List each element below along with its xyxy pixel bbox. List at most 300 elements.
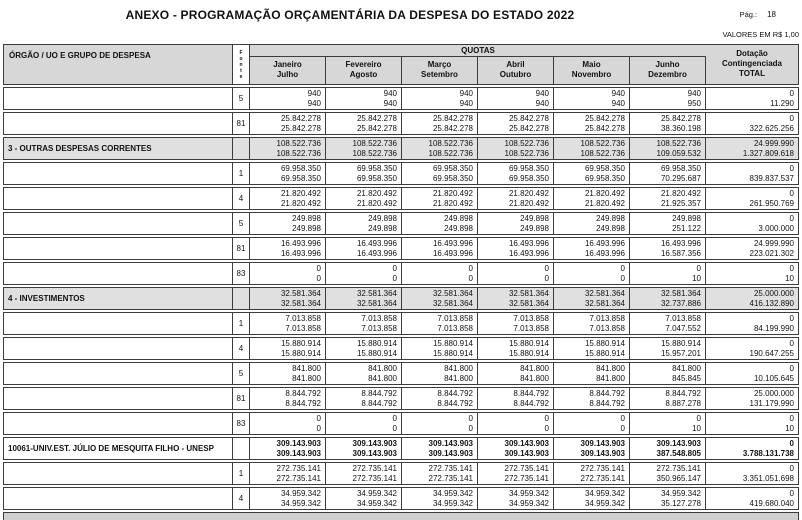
quota-value: 7.013.858	[437, 314, 473, 323]
quota-month-cell	[402, 388, 478, 409]
quota-value: 38.360.198	[660, 123, 701, 133]
page-title: ANEXO - PROGRAMAÇÃO ORÇAMENTÁRIA DA DESPESA DO ESTADO 2022	[125, 8, 575, 22]
quota-value: 0	[468, 264, 473, 273]
quota-month-cell	[402, 163, 478, 184]
quota-value: 16.493.996	[280, 239, 321, 248]
quota-month-cell	[478, 338, 554, 359]
quota-month-cell	[554, 413, 630, 434]
quota-value: 309.143.903	[428, 439, 473, 448]
quota-value: 69.958.350	[584, 173, 625, 183]
quota-month-cell	[250, 263, 326, 284]
quota-value: 16.493.996	[584, 239, 625, 248]
next-row-cutoff	[3, 512, 799, 520]
quota-value: 32.581.364	[508, 298, 549, 308]
fonte-code-cell: 83	[233, 413, 250, 434]
quota-month-cell	[478, 463, 554, 484]
quota-value: 69.958.350	[356, 173, 397, 183]
quota-value: 8.844.792	[589, 389, 625, 398]
orgao-label-cell	[4, 388, 233, 409]
quota-value: 25.842.278	[280, 123, 321, 133]
quota-value: 25.842.278	[432, 123, 473, 133]
quota-value: 69.958.350	[280, 164, 321, 173]
quota-value: 21.820.492	[432, 198, 473, 208]
fonte-row	[3, 362, 799, 385]
quota-month-cell	[326, 438, 402, 459]
fonte-code-cell: 1	[233, 313, 250, 334]
quota-value: 8.844.792	[513, 389, 549, 398]
quota-month-cell	[326, 313, 402, 334]
quota-value: 21.820.492	[660, 189, 701, 198]
quota-value: 0	[789, 339, 794, 348]
dotacao-total-cell	[706, 388, 798, 409]
quota-month-cell	[326, 138, 402, 159]
quota-value: 34.959.342	[280, 498, 321, 508]
quota-month-cell	[402, 413, 478, 434]
quota-month-cell	[326, 463, 402, 484]
quota-value: 272.735.141	[352, 473, 397, 483]
fonte-row	[3, 162, 799, 185]
quota-value: 131.179.990	[749, 398, 794, 408]
quota-value: 25.000.000	[753, 289, 794, 298]
quota-value: 16.493.996	[432, 248, 473, 258]
quota-value: 16.493.996	[356, 248, 397, 258]
quota-month-cell	[478, 213, 554, 234]
quota-value: 21.820.492	[356, 189, 397, 198]
quota-month-cell	[630, 288, 706, 309]
quotas-header-group	[250, 45, 706, 84]
quota-value: 940	[307, 89, 321, 98]
quota-value: 940	[611, 89, 625, 98]
quota-value: 8.844.792	[361, 398, 397, 408]
page-number-value: 18	[767, 10, 776, 19]
quota-value: 15.957.201	[660, 348, 701, 358]
quota-month-cell	[630, 213, 706, 234]
quota-value: 69.958.350	[280, 173, 321, 183]
quota-value: 309.143.903	[580, 448, 625, 458]
quota-value: 0	[620, 273, 625, 283]
quota-month-cell	[478, 488, 554, 509]
quota-month-cell	[250, 138, 326, 159]
quota-value: 7.013.858	[589, 323, 625, 333]
quota-month-cell	[402, 288, 478, 309]
quota-month-cell	[554, 338, 630, 359]
month-header-mai-nov: Maio Novembro	[554, 57, 630, 84]
quota-value: 8.844.792	[589, 398, 625, 408]
orgao-label-cell: 3 - OUTRAS DESPESAS CORRENTES	[4, 138, 233, 159]
quota-month-cell	[630, 413, 706, 434]
quota-value: 272.735.141	[504, 473, 549, 483]
quota-value: 34.959.342	[432, 489, 473, 498]
quota-month-cell	[554, 188, 630, 209]
quota-month-cell	[478, 263, 554, 284]
quota-month-cell	[250, 488, 326, 509]
quota-value: 25.842.278	[432, 114, 473, 123]
quota-value: 7.013.858	[285, 314, 321, 323]
quota-month-cell	[478, 388, 554, 409]
quota-month-cell	[326, 88, 402, 109]
quota-value: 0	[789, 189, 794, 198]
quota-month-cell	[402, 338, 478, 359]
quota-value: 309.143.903	[428, 448, 473, 458]
month-header-fev-ago: Fevereiro Agosto	[326, 57, 402, 84]
quota-value: 32.581.364	[432, 289, 473, 298]
fonte-code-cell: 4	[233, 338, 250, 359]
quota-value: 950	[687, 98, 701, 108]
quota-month-cell	[250, 388, 326, 409]
month-header-jan-jul: Janeiro Julho	[250, 57, 326, 84]
quota-value: 249.898	[444, 214, 473, 223]
page-number-label: Pág.:	[739, 10, 758, 19]
quota-value: 10	[692, 273, 701, 283]
month-header-jun-dez: Junho Dezembro	[630, 57, 706, 84]
quota-value: 841.800	[444, 373, 473, 383]
quota-month-cell	[326, 388, 402, 409]
quota-month-cell	[402, 238, 478, 259]
quota-month-cell	[554, 388, 630, 409]
dotacao-total-cell	[706, 338, 798, 359]
quota-month-cell	[478, 88, 554, 109]
fonte-code-cell: 81	[233, 238, 250, 259]
quota-month-cell	[478, 413, 554, 434]
orgao-label-cell	[4, 488, 233, 509]
fonte-header-letter: o	[239, 55, 243, 62]
quota-month-cell	[250, 213, 326, 234]
quota-value: 0	[544, 273, 549, 283]
quota-value: 69.958.350	[660, 164, 701, 173]
dotacao-total-cell	[706, 238, 798, 259]
quota-value: 35.127.278	[660, 498, 701, 508]
quota-value: 249.898	[292, 214, 321, 223]
quota-value: 0	[316, 423, 321, 433]
quota-value: 940	[459, 89, 473, 98]
quota-value: 70.295.687	[660, 173, 701, 183]
quota-value: 25.842.278	[356, 114, 397, 123]
fonte-row	[3, 212, 799, 235]
quota-value: 309.143.903	[352, 448, 397, 458]
quota-month-cell	[478, 288, 554, 309]
quota-value: 309.143.903	[276, 448, 321, 458]
quota-month-cell	[402, 463, 478, 484]
orgao-label-cell	[4, 88, 233, 109]
quota-value: 108.522.736	[428, 148, 473, 158]
orgao-label-cell	[4, 363, 233, 384]
quota-value: 7.013.858	[285, 323, 321, 333]
quota-value: 249.898	[672, 214, 701, 223]
quota-month-cell	[554, 463, 630, 484]
budget-table	[3, 44, 799, 520]
quota-value: 109.059.532	[656, 148, 701, 158]
quota-value: 34.959.342	[584, 489, 625, 498]
quota-value: 32.581.364	[660, 289, 701, 298]
fonte-code-cell	[233, 138, 250, 159]
fonte-code-cell: 4	[233, 188, 250, 209]
quota-value: 8.844.792	[361, 389, 397, 398]
quota-value: 24.999.990	[753, 239, 794, 248]
quotas-header: QUOTAS	[250, 45, 706, 57]
quota-value: 350.965.147	[656, 473, 701, 483]
quota-value: 272.735.141	[428, 473, 473, 483]
orgao-label-cell	[4, 188, 233, 209]
quota-value: 940	[535, 89, 549, 98]
quota-value: 34.959.342	[508, 489, 549, 498]
quota-value: 108.522.736	[428, 139, 473, 148]
fonte-code-cell: 1	[233, 463, 250, 484]
fonte-header-letter: e	[239, 73, 243, 80]
quota-value: 34.959.342	[280, 489, 321, 498]
dotacao-total-cell	[706, 113, 798, 134]
quota-month-cell	[630, 488, 706, 509]
quota-month-cell	[402, 438, 478, 459]
fonte-row	[3, 187, 799, 210]
quota-value: 69.958.350	[356, 164, 397, 173]
fonte-code-cell	[233, 438, 250, 459]
quota-value: 249.898	[596, 223, 625, 233]
quota-value: 0	[620, 414, 625, 423]
quota-month-cell	[250, 463, 326, 484]
quota-value: 108.522.736	[276, 148, 321, 158]
quota-value: 272.735.141	[352, 464, 397, 473]
quota-month-cell	[554, 363, 630, 384]
quota-value: 249.898	[520, 223, 549, 233]
quota-value: 32.581.364	[584, 298, 625, 308]
quota-value: 0	[789, 314, 794, 323]
quota-value: 309.143.903	[580, 439, 625, 448]
quota-value: 32.581.364	[280, 298, 321, 308]
quota-month-cell	[554, 263, 630, 284]
quota-value: 841.800	[520, 364, 549, 373]
quota-value: 940	[383, 89, 397, 98]
quota-month-cell	[554, 138, 630, 159]
quota-value: 8.844.792	[513, 398, 549, 408]
quota-value: 841.800	[520, 373, 549, 383]
quota-value: 34.959.342	[584, 498, 625, 508]
quota-value: 10.105.645	[753, 373, 794, 383]
fonte-row	[3, 387, 799, 410]
dotacao-total-cell	[706, 88, 798, 109]
quota-value: 0	[392, 423, 397, 433]
quota-month-cell	[326, 413, 402, 434]
quota-month-cell	[326, 363, 402, 384]
quota-value: 7.013.858	[361, 314, 397, 323]
quota-value: 272.735.141	[656, 464, 701, 473]
quota-value: 108.522.736	[352, 148, 397, 158]
orgao-label-cell	[4, 163, 233, 184]
quota-value: 223.021.302	[749, 248, 794, 258]
quota-value: 0	[789, 489, 794, 498]
quota-value: 7.047.552	[665, 323, 701, 333]
quota-month-cell	[402, 263, 478, 284]
dotacao-total-cell	[706, 188, 798, 209]
quota-value: 15.880.914	[508, 348, 549, 358]
quota-value: 249.898	[368, 223, 397, 233]
quota-value: 0	[316, 273, 321, 283]
quota-value: 3.788.131.738	[742, 448, 794, 458]
quota-month-cell	[630, 113, 706, 134]
fonte-code-cell: 4	[233, 488, 250, 509]
quota-value: 249.898	[292, 223, 321, 233]
quota-value: 108.522.736	[580, 148, 625, 158]
quota-value: 25.842.278	[584, 114, 625, 123]
quota-value: 21.820.492	[356, 198, 397, 208]
quota-value: 272.735.141	[580, 464, 625, 473]
quota-month-cell	[630, 88, 706, 109]
quota-month-cell	[630, 463, 706, 484]
quota-value: 940	[535, 98, 549, 108]
quota-value: 841.800	[292, 364, 321, 373]
orgao-label-cell	[4, 313, 233, 334]
quota-value: 7.013.858	[361, 323, 397, 333]
quota-value: 11.290	[770, 98, 794, 108]
quota-value: 16.493.996	[508, 248, 549, 258]
quota-value: 32.581.364	[280, 289, 321, 298]
quota-value: 84.199.990	[753, 323, 794, 333]
quota-value: 0	[468, 414, 473, 423]
quota-value: 34.959.342	[660, 489, 701, 498]
quota-value: 272.735.141	[580, 473, 625, 483]
quota-value: 322.625.256	[749, 123, 794, 133]
fonte-code-cell: 5	[233, 213, 250, 234]
quota-month-cell	[402, 313, 478, 334]
quota-value: 16.493.996	[508, 239, 549, 248]
dotacao-total-cell	[706, 288, 798, 309]
fonte-row	[3, 312, 799, 335]
fonte-row	[3, 462, 799, 485]
quota-value: 261.950.769	[749, 198, 794, 208]
quota-month-cell	[630, 188, 706, 209]
quota-value: 34.959.342	[432, 498, 473, 508]
quota-value: 8.844.792	[437, 398, 473, 408]
quota-value: 10	[785, 273, 794, 283]
quota-value: 0	[696, 264, 701, 273]
dotacao-total-cell	[706, 363, 798, 384]
fonte-code-cell: 1	[233, 163, 250, 184]
fonte-code-cell: 5	[233, 363, 250, 384]
page-number-indicator	[740, 10, 780, 20]
quota-value: 108.522.736	[504, 148, 549, 158]
dotacao-column-header: Dotação Contingenciada TOTAL	[721, 49, 782, 78]
quota-month-cell	[630, 388, 706, 409]
quota-value: 21.925.357	[660, 198, 701, 208]
quota-value: 940	[459, 98, 473, 108]
quota-value: 0	[316, 264, 321, 273]
quota-month-cell	[478, 138, 554, 159]
quota-value: 108.522.736	[276, 139, 321, 148]
quota-value: 21.820.492	[280, 189, 321, 198]
quota-value: 940	[611, 98, 625, 108]
quota-value: 3.000.000	[758, 223, 794, 233]
quota-value: 15.880.914	[584, 348, 625, 358]
quota-month-cell	[478, 363, 554, 384]
quota-month-cell	[250, 438, 326, 459]
quota-value: 15.880.914	[432, 348, 473, 358]
quota-value: 0	[468, 273, 473, 283]
quota-month-cell	[250, 163, 326, 184]
quota-month-cell	[250, 363, 326, 384]
quota-value: 25.842.278	[356, 123, 397, 133]
quota-value: 69.958.350	[584, 164, 625, 173]
fonte-column-header	[233, 45, 250, 84]
quota-month-cell	[478, 163, 554, 184]
quota-value: 0	[789, 214, 794, 223]
quota-month-cell	[326, 113, 402, 134]
month-header-abr-out: Abril Outubro	[478, 57, 554, 84]
quota-month-cell	[554, 238, 630, 259]
quota-value: 272.735.141	[428, 464, 473, 473]
quota-value: 309.143.903	[276, 439, 321, 448]
quota-month-cell	[554, 113, 630, 134]
quota-value: 7.013.858	[513, 323, 549, 333]
orgao-label-cell	[4, 413, 233, 434]
org-total-row	[3, 437, 799, 460]
quota-month-cell	[478, 313, 554, 334]
dotacao-total-cell	[706, 138, 798, 159]
quota-value: 0	[544, 423, 549, 433]
quota-value: 0	[544, 264, 549, 273]
quota-month-cell	[326, 288, 402, 309]
quota-month-cell	[554, 163, 630, 184]
quota-month-cell	[402, 213, 478, 234]
currency-note: VALORES EM R$ 1,00	[722, 30, 799, 39]
quota-month-cell	[630, 238, 706, 259]
month-headers-row	[250, 57, 706, 84]
quota-value: 251.122	[672, 223, 701, 233]
dotacao-total-cell	[706, 488, 798, 509]
quota-month-cell	[250, 113, 326, 134]
quota-value: 25.000.000	[753, 389, 794, 398]
quota-month-cell	[250, 88, 326, 109]
quota-value: 0	[392, 414, 397, 423]
quota-value: 940	[307, 98, 321, 108]
quota-value: 21.820.492	[280, 198, 321, 208]
quota-month-cell	[554, 488, 630, 509]
fonte-row	[3, 87, 799, 110]
quota-month-cell	[326, 188, 402, 209]
quota-value: 309.143.903	[504, 448, 549, 458]
quota-month-cell	[326, 338, 402, 359]
fonte-header-letter: F	[239, 49, 243, 56]
quota-value: 25.842.278	[584, 123, 625, 133]
quota-value: 1.327.809.618	[742, 148, 794, 158]
dotacao-total-cell	[706, 213, 798, 234]
quota-value: 21.820.492	[508, 189, 549, 198]
quota-value: 34.959.342	[508, 498, 549, 508]
quota-month-cell	[630, 338, 706, 359]
quota-value: 32.581.364	[432, 298, 473, 308]
quota-value: 8.844.792	[285, 398, 321, 408]
quota-value: 309.143.903	[352, 439, 397, 448]
fonte-header-letter: n	[239, 61, 243, 68]
quota-month-cell	[402, 88, 478, 109]
quota-month-cell	[326, 488, 402, 509]
quota-value: 15.880.914	[280, 348, 321, 358]
quota-value: 249.898	[596, 214, 625, 223]
quota-value: 940	[383, 98, 397, 108]
quota-value: 0	[789, 464, 794, 473]
quota-value: 10	[692, 423, 701, 433]
quota-month-cell	[250, 313, 326, 334]
quota-month-cell	[554, 313, 630, 334]
orgao-label-cell	[4, 263, 233, 284]
orgao-label-cell	[4, 463, 233, 484]
quota-value: 272.735.141	[276, 464, 321, 473]
quota-month-cell	[630, 438, 706, 459]
quota-value: 25.842.278	[508, 123, 549, 133]
quota-value: 0	[696, 414, 701, 423]
quota-month-cell	[554, 213, 630, 234]
fonte-code-cell: 83	[233, 263, 250, 284]
table-body	[3, 87, 799, 510]
quota-month-cell	[250, 413, 326, 434]
